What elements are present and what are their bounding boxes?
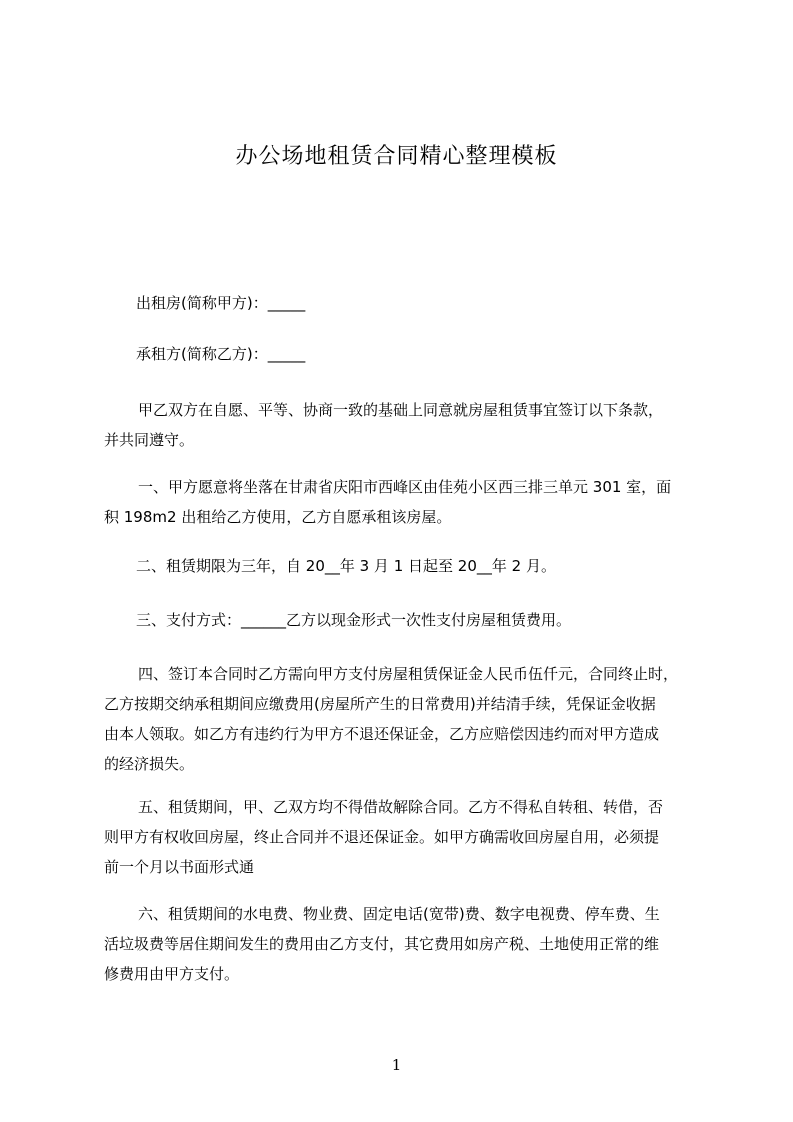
paragraph-line: 则甲方有权收回房屋，终止合同并不退还保证金。如甲方确需收回房屋自用，必须提 — [104, 828, 660, 846]
paragraph-line: 五、租赁期间，甲、乙双方均不得借故解除合同。乙方不得私自转租、转借，否 — [138, 798, 664, 816]
paragraph-line: 四、签订本合同时乙方需向甲方支付房屋租赁保证金人民币伍仟元，合同终止时， — [138, 665, 679, 683]
paragraph-line: 一、甲方愿意将坐落在甘肃省庆阳市西峰区由佳苑小区西三排三单元 301 室，面 — [138, 478, 672, 496]
lessor-line — [104, 288, 696, 318]
paragraph-line: 前一个月以书面形式通 — [104, 858, 255, 876]
paragraph-line: 由本人领取。如乙方有违约行为甲方不退还保证金，乙方应赔偿因违约而对甲方造成 — [104, 725, 660, 743]
paragraph-line: 活垃圾费等居住期间发生的费用由乙方支付，其它费用如房产税、土地使用正常的维 — [104, 935, 660, 953]
paragraph-line: 积 198m2 出租给乙方使用，乙方自愿承租该房屋。 — [104, 508, 452, 526]
lessee-line — [104, 339, 696, 369]
paragraph-line: 并共同遵守。 — [104, 431, 195, 449]
paragraph-line: 的经济损失。 — [104, 755, 195, 773]
paragraph-line: 六、租赁期间的水电费、物业费、固定电话(宽带)费、数字电视费、停车费、生 — [138, 905, 660, 923]
paragraph-line: 乙方按期交纳承租期间应缴费用(房屋所产生的日常费用)并结清手续，凭保证金收据 — [104, 695, 656, 713]
preamble-paragraph — [104, 395, 696, 455]
document-title: 办公场地租赁合同精心整理模板 — [235, 144, 558, 169]
lessee-text: 承租方(简称乙方)：_____ — [136, 345, 306, 363]
paragraph-line: 修费用由甲方支付。 — [104, 965, 240, 983]
paragraph-line: 三、支付方式：______乙方以现金形式一次性支付房屋租赁费用。 — [136, 611, 572, 629]
paragraph-line: 二、租赁期限为三年，自 20__年 3 月 1 日起至 20__年 2 月。 — [136, 557, 556, 575]
paragraph-line: 甲乙双方在自愿、平等、协商一致的基础上同意就房屋租赁事宜签订以下条款， — [138, 401, 664, 419]
clause-5-paragraph — [104, 792, 696, 882]
clause-2-paragraph — [104, 551, 696, 581]
lessor-text: 出租房(简称甲方)：_____ — [136, 294, 306, 312]
clause-6-paragraph — [104, 899, 696, 989]
page-number: 1 — [391, 1056, 402, 1074]
clause-4-paragraph — [104, 659, 696, 779]
clause-3-paragraph — [104, 605, 696, 635]
clause-1-paragraph — [104, 472, 696, 532]
